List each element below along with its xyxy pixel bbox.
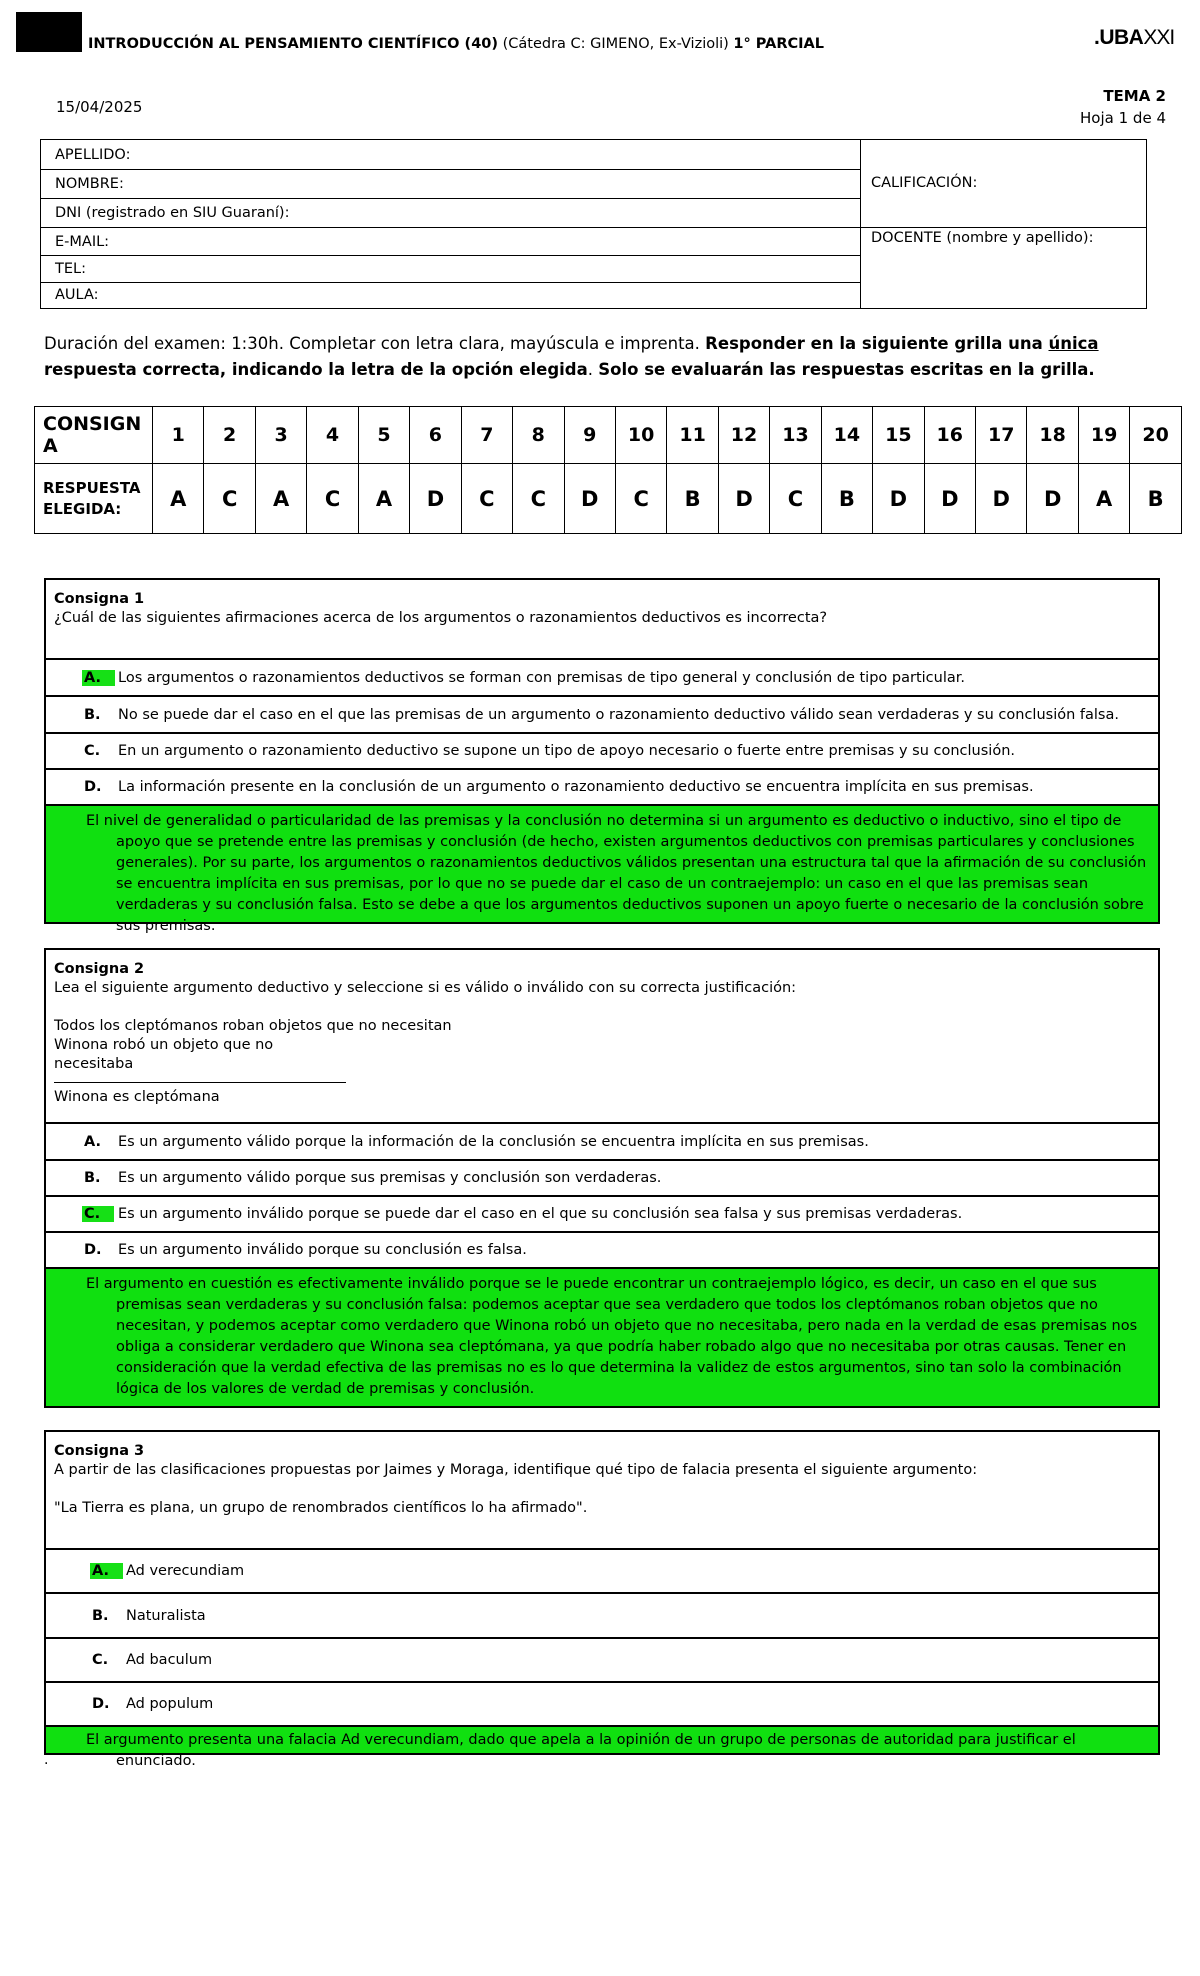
exam-title: INTRODUCCIÓN AL PENSAMIENTO CIENTÍFICO (40) (Cátedra C: GIMENO, Ex-Vizioli) 1° PARCIAL: [88, 36, 824, 52]
question-3-explanation: El argumento presenta una falacia Ad verecundiam, dado que apela a la opinión de un grupo de personas de autoridad para justificar el enunciado.: [46, 1725, 1158, 1753]
grid-answer-cell[interactable]: D: [1027, 464, 1078, 534]
grid-row-consigna: [35, 407, 1182, 464]
answer-grid: [34, 406, 1182, 534]
question-3: [44, 1430, 1160, 1769]
question-3-header: [46, 1432, 1158, 1518]
grid-consigna-number: 6: [410, 407, 461, 464]
question-2-header: [46, 950, 1158, 1107]
question-1-explanation: El nivel de generalidad o particularidad de las premisas y la conclusión no determina si un argumento es deductivo o inductivo, sino el tipo de apoyo que se pretende entre las premisas y conclusión (de hecho, existen argumentos deductivos con premisas particulares y conclusiones generales). Por su parte, los argumentos o razonamientos deductivos válidos presentan una estructura tal que la afirmación de su conclusión se encuentra implícita en sus premisas, por lo que no se puede dar el caso de un contraejemplo: un caso en el que las premisas sean verdaderas y su conclusión falsa. Esto se debe a que los argumentos deductivos suponen un apoyo fuerte o necesario de la conclusión sobre sus premisas.: [46, 804, 1158, 922]
option-letter: D.: [92, 1696, 110, 1712]
grid-consigna-number: 8: [513, 407, 564, 464]
question-1-option-b[interactable]: [46, 695, 1158, 732]
question-2-option-d[interactable]: [46, 1231, 1158, 1267]
grid-answer-cell[interactable]: C: [770, 464, 821, 534]
question-2-option-c[interactable]: [46, 1195, 1158, 1231]
option-text: Ad populum: [126, 1696, 214, 1712]
grid-answer-cell[interactable]: B: [1130, 464, 1182, 534]
grid-row-respuesta: [35, 464, 1182, 534]
question-2-title: Consigna 2: [54, 961, 145, 977]
question-2-text: Lea el siguiente argumento deductivo y seleccione si es válido o inválido con su correcta justificación:: [54, 980, 797, 996]
argument-premise-2: Winona robó un objeto que no necesitaba: [54, 1036, 346, 1083]
option-letter: B.: [84, 706, 101, 723]
email-field[interactable]: E-MAIL:: [41, 228, 860, 256]
grid-header-consigna: CONSIGN A: [35, 407, 153, 464]
question-3-text: A partir de las clasificaciones propuestas por Jaimes y Moraga, identifique qué tipo de falacia presenta el siguiente argumento:: [54, 1462, 978, 1478]
question-2: [44, 948, 1160, 1408]
grid-consigna-number: 7: [461, 407, 512, 464]
grid-answer-cell[interactable]: C: [204, 464, 255, 534]
grid-consigna-number: 14: [821, 407, 872, 464]
docente-field[interactable]: DOCENTE (nombre y apellido):: [871, 230, 1094, 246]
option-text: En un argumento o razonamiento deductivo se supone un tipo de apoyo necesario o fuerte entre premisas y su conclusión.: [118, 743, 1015, 759]
grading-panel: [860, 140, 1146, 308]
option-letter: A.: [82, 670, 115, 686]
calificacion-field[interactable]: CALIFICACIÓN:: [871, 175, 978, 191]
grid-consigna-number: 19: [1078, 407, 1129, 464]
option-text: Los argumentos o razonamientos deductivos se forman con premisas de tipo general y conclusión de tipo particular.: [118, 669, 965, 686]
grid-consigna-number: 10: [615, 407, 666, 464]
grid-consigna-number: 5: [358, 407, 409, 464]
option-letter: A.: [84, 1133, 101, 1150]
question-3-option-d[interactable]: [46, 1681, 1158, 1725]
option-letter: B.: [92, 1607, 109, 1624]
page-count: Hoja 1 de 4: [1080, 109, 1166, 127]
grid-answer-cell[interactable]: D: [873, 464, 924, 534]
apellido-field[interactable]: APELLIDO:: [41, 140, 860, 170]
grid-answer-cell[interactable]: D: [410, 464, 461, 534]
option-letter: A.: [90, 1563, 123, 1579]
option-text: La información presente en la conclusión de un argumento o razonamiento deductivo se encuentra implícita en sus premisas.: [118, 779, 1034, 795]
grid-answer-cell[interactable]: C: [513, 464, 564, 534]
grid-answer-cell[interactable]: A: [358, 464, 409, 534]
nombre-field[interactable]: NOMBRE:: [41, 170, 860, 199]
grid-consigna-number: 4: [307, 407, 358, 464]
question-3-title: Consigna 3: [54, 1443, 145, 1459]
question-1-option-c[interactable]: [46, 732, 1158, 768]
grid-answer-cell[interactable]: C: [461, 464, 512, 534]
grid-consigna-number: 2: [204, 407, 255, 464]
option-text: Ad verecundiam: [126, 1563, 245, 1579]
option-letter: B.: [84, 1170, 101, 1186]
question-3-option-a[interactable]: [46, 1548, 1158, 1592]
option-text: Ad baculum: [126, 1652, 213, 1668]
grid-answer-cell[interactable]: B: [667, 464, 718, 534]
grid-consigna-number: 13: [770, 407, 821, 464]
grid-header-respuesta: RESPUESTA ELEGIDA:: [35, 464, 153, 534]
grid-answer-cell[interactable]: A: [255, 464, 306, 534]
grid-answer-cell[interactable]: C: [615, 464, 666, 534]
grid-answer-cell[interactable]: A: [1078, 464, 1129, 534]
grid-consigna-number: 12: [718, 407, 769, 464]
grid-answer-cell[interactable]: A: [153, 464, 204, 534]
option-letter: D.: [84, 1242, 102, 1258]
question-1-option-d[interactable]: [46, 768, 1158, 804]
option-text: Es un argumento inválido porque se puede dar el caso en el que su conclusión sea falsa y sus premisas verdaderas.: [118, 1206, 963, 1222]
grid-answer-cell[interactable]: D: [718, 464, 769, 534]
grid-answer-cell[interactable]: B: [821, 464, 872, 534]
argument-conclusion: Winona es cleptómana: [54, 1089, 220, 1105]
grid-answer-cell[interactable]: D: [924, 464, 975, 534]
question-2-explanation: El argumento en cuestión es efectivamente inválido porque se le puede encontrar un contraejemplo lógico, es decir, un caso en el que sus premisas sean verdaderas y su conclusión falsa: podemos aceptar que sea verdadero que todos los cleptómanos roban objetos que no necesitan, y podemos aceptar como verdadero que Winona robó un objeto que no necesitaba, pero nada en la verdad de esas premisas nos obliga a considerar verdadero que Winona sea cleptómana, ya que podría haber robado algo que no necesitaba por otras causas. Tener en consideración que la verdad efectiva de las premisas no es lo que determina la validez de estos argumentos, sino tan solo la combinación lógica de los valores de verdad de premisas y conclusión.: [46, 1267, 1158, 1406]
option-letter: C.: [84, 743, 101, 759]
question-3-option-c[interactable]: [46, 1637, 1158, 1681]
grid-consigna-number: 3: [255, 407, 306, 464]
student-info-form: [40, 139, 1147, 309]
question-1-text: ¿Cuál de las siguientes afirmaciones acerca de los argumentos o razonamientos deductivos es incorrecta?: [54, 610, 828, 626]
option-text: Es un argumento inválido porque su conclusión es falsa.: [118, 1242, 527, 1258]
question-2-option-b[interactable]: [46, 1159, 1158, 1195]
dni-field[interactable]: DNI (registrado en SIU Guaraní):: [41, 199, 860, 228]
trailing-mark: .: [44, 1752, 49, 1768]
aula-field[interactable]: AULA:: [55, 287, 99, 303]
question-2-option-a[interactable]: [46, 1122, 1158, 1159]
exam-instructions: Duración del examen: 1:30h. Completar con letra clara, mayúscula e imprenta. Responder en la siguiente grilla una única respuesta correcta, indicando la letra de la opción elegida. Solo se evaluarán las respuestas escritas en la grilla.: [44, 334, 1099, 379]
question-1: [44, 578, 1160, 934]
grid-answer-cell[interactable]: D: [976, 464, 1027, 534]
question-1-title: Consigna 1: [54, 591, 145, 607]
option-text: No se puede dar el caso en el que las premisas de un argumento o razonamiento deductivo válido sean verdaderas y su conclusión falsa.: [118, 706, 1119, 723]
question-3-option-b[interactable]: [46, 1592, 1158, 1637]
option-letter: C.: [92, 1652, 109, 1668]
grid-consigna-number: 16: [924, 407, 975, 464]
argument-premise-1: Todos los cleptómanos roban objetos que no necesitan: [54, 1018, 452, 1034]
redaction-box: [16, 12, 82, 52]
option-text: Naturalista: [126, 1607, 206, 1624]
question-1-option-a[interactable]: [46, 658, 1158, 695]
option-letter: C.: [82, 1206, 114, 1222]
uba-xxi-logo: .UBAXXI: [1094, 26, 1175, 49]
grid-answer-cell[interactable]: D: [564, 464, 615, 534]
grid-consigna-number: 20: [1130, 407, 1182, 464]
grid-consigna-number: 17: [976, 407, 1027, 464]
grid-consigna-number: 18: [1027, 407, 1078, 464]
option-letter: D.: [84, 779, 102, 795]
grid-consigna-number: 1: [153, 407, 204, 464]
option-text: Es un argumento válido porque la información de la conclusión se encuentra implícita en sus premisas.: [118, 1133, 869, 1150]
grid-consigna-number: 15: [873, 407, 924, 464]
grid-consigna-number: 9: [564, 407, 615, 464]
tema-label: TEMA 2: [1103, 87, 1166, 105]
fallacy-quote: "La Tierra es plana, un grupo de renombrados científicos lo ha afirmado".: [54, 1500, 588, 1516]
tel-field[interactable]: TEL:: [41, 256, 860, 283]
question-1-header: [46, 580, 1158, 628]
exam-date: 15/04/2025: [56, 98, 143, 116]
option-text: Es un argumento válido porque sus premisas y conclusión son verdaderas.: [118, 1170, 662, 1186]
grid-answer-cell[interactable]: C: [307, 464, 358, 534]
grid-consigna-number: 11: [667, 407, 718, 464]
